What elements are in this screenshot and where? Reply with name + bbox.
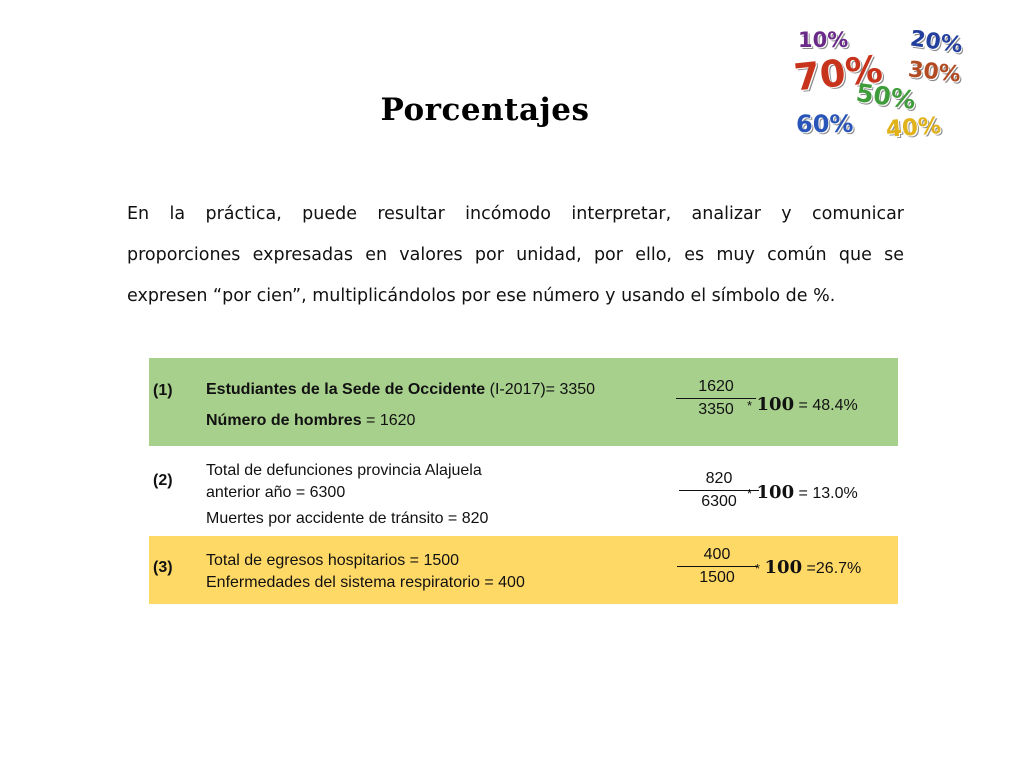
- example-number: (2): [153, 472, 173, 489]
- operation: [755, 557, 861, 578]
- example-row-2: [149, 446, 898, 536]
- paragraph-line: En la práctica, puede resultar incómodo interpretar, analizar y comunicar: [127, 204, 904, 224]
- percent-40-label: 40%: [885, 113, 942, 143]
- fraction-numerator: 400: [703, 546, 731, 563]
- fraction-denominator: 6300: [701, 493, 737, 510]
- percent-20-label: 20%: [908, 26, 965, 59]
- fraction-numerator: 820: [705, 470, 733, 487]
- hundred-value: 100: [756, 394, 795, 415]
- percent-50-label: 50%: [854, 77, 918, 116]
- percent-10-label: 10%: [798, 28, 849, 52]
- fraction-denominator: 1500: [699, 569, 735, 586]
- hundred-value: 100: [764, 557, 803, 578]
- example-line-1-bold: Estudiantes de la Sede de Occidente: [206, 381, 486, 398]
- fraction-bar: [676, 398, 756, 399]
- example-line-2: [206, 412, 415, 430]
- example-line-2: Enfermedades del sistema respiratorio = 400: [206, 574, 525, 591]
- paragraph-line: expresen “por cien”, multiplicándolos por ese número y usando el símbolo de %.: [127, 286, 836, 306]
- example-line-2: anterior año = 6300: [206, 484, 346, 501]
- example-line-1: Total de defunciones provincia Alajuela: [206, 462, 482, 479]
- operation: [747, 482, 858, 503]
- fraction-denominator: 3350: [698, 401, 734, 418]
- example-line-3: Muertes por accidente de tránsito = 820: [206, 510, 489, 527]
- percent-30-label: 30%: [906, 57, 962, 88]
- result-value: 13.0%: [812, 485, 858, 502]
- multiply-sign: *: [755, 561, 761, 576]
- percentages-decoration-image: [790, 22, 990, 147]
- example-line-1: Total de egresos hospitarios = 1500: [206, 552, 460, 569]
- multiply-sign: *: [747, 486, 753, 501]
- example-row-3: [149, 536, 898, 604]
- example-number: (3): [153, 559, 173, 576]
- example-line-2-rest: = 1620: [361, 412, 416, 429]
- fraction-numerator: 1620: [698, 378, 734, 395]
- intro-paragraph: [127, 194, 904, 317]
- example-line-1: [206, 381, 595, 399]
- percent-60-label: 60%: [796, 110, 854, 138]
- result-value: 48.4%: [812, 397, 858, 414]
- fraction: [676, 378, 756, 419]
- example-number: (1): [153, 382, 173, 399]
- example-line-1-rest: (I-2017)= 3350: [485, 381, 596, 398]
- hundred-value: 100: [756, 482, 795, 503]
- example-line-2-bold: Número de hombres: [206, 412, 362, 429]
- page-title: Porcentajes: [380, 92, 590, 128]
- example-row-1: [149, 358, 898, 446]
- equals-sign: =: [798, 397, 808, 414]
- equals-sign: =: [798, 485, 808, 502]
- equals-sign: =: [806, 560, 816, 577]
- paragraph-line: proporciones expresadas en valores por unidad, por ello, es muy común que se: [127, 245, 904, 265]
- multiply-sign: *: [747, 398, 753, 413]
- fraction-bar: [677, 566, 757, 567]
- percent-70-label: 70%: [791, 47, 885, 100]
- fraction: [677, 546, 757, 587]
- operation: [747, 394, 858, 415]
- result-value: 26.7%: [815, 560, 862, 577]
